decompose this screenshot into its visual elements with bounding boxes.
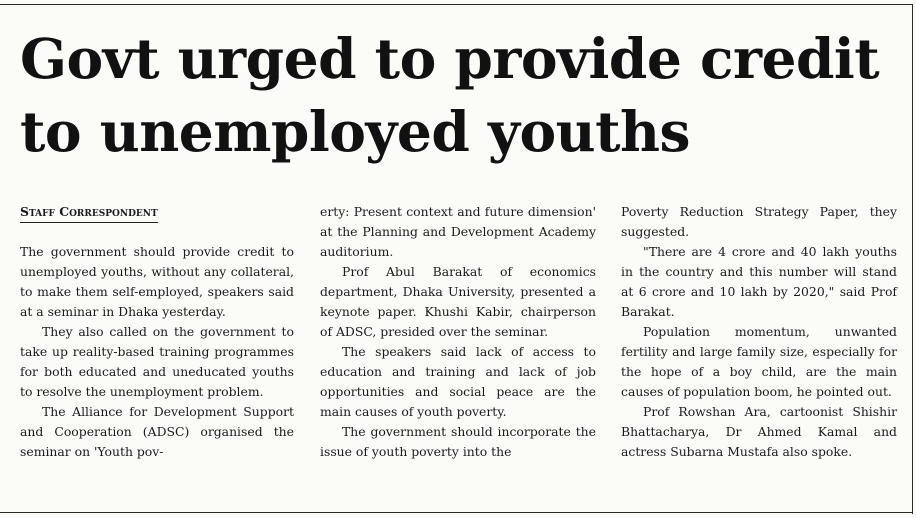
article-column-2 — [320, 202, 596, 462]
paragraph: "There are 4 crore and 40 lakh youths in the country and this number will stand at 6 crore and 10 lakh by 2020," said Prof Barakat. — [621, 244, 897, 319]
right-rule — [912, 4, 913, 514]
paragraph: The government should incorporate the issue of youth poverty into the — [320, 424, 596, 459]
top-rule — [0, 4, 912, 5]
byline-container — [20, 202, 294, 242]
byline: Staff Correspondent — [20, 203, 158, 223]
paragraph: They also called on the government to take up reality-based training programmes for both educated and uneducated youths to resolve the unemployment problem. — [20, 324, 294, 399]
paragraph: Prof Rowshan Ara, cartoonist Shishir Bhattacharya, Dr Ahmed Kamal and actress Subarna Mustafa also spoke. — [621, 404, 897, 459]
paragraph: Poverty Reduction Strategy Paper, they suggested. — [621, 204, 897, 239]
paragraph: The speakers said lack of access to education and training and lack of job opportunities and social peace are the main causes of youth poverty. — [320, 344, 596, 419]
paragraph: Population momentum, unwanted fertility and large family size, especially for the hope of a boy child, are the main causes of population boom, he pointed out. — [621, 324, 897, 399]
paragraph: The government should provide credit to unemployed youths, without any collateral, to make them self-employed, speakers said at a seminar in Dhaka yesterday. — [20, 244, 294, 319]
article-column-3 — [621, 202, 897, 462]
headline: Govt urged to provide credit to unemployed youths — [20, 26, 880, 164]
article-column-1 — [20, 202, 294, 462]
paragraph: The Alliance for Development Support and Cooperation (ADSC) organised the seminar on 'Youth pov- — [20, 404, 294, 459]
paragraph: erty: Present context and future dimension' at the Planning and Development Academy auditorium. — [320, 204, 596, 259]
bottom-rule — [0, 512, 912, 513]
paragraph: Prof Abul Barakat of economics department, Dhaka University, presented a keynote paper. Khushi Kabir, chairperson of ADSC, presided over the seminar. — [320, 264, 596, 339]
